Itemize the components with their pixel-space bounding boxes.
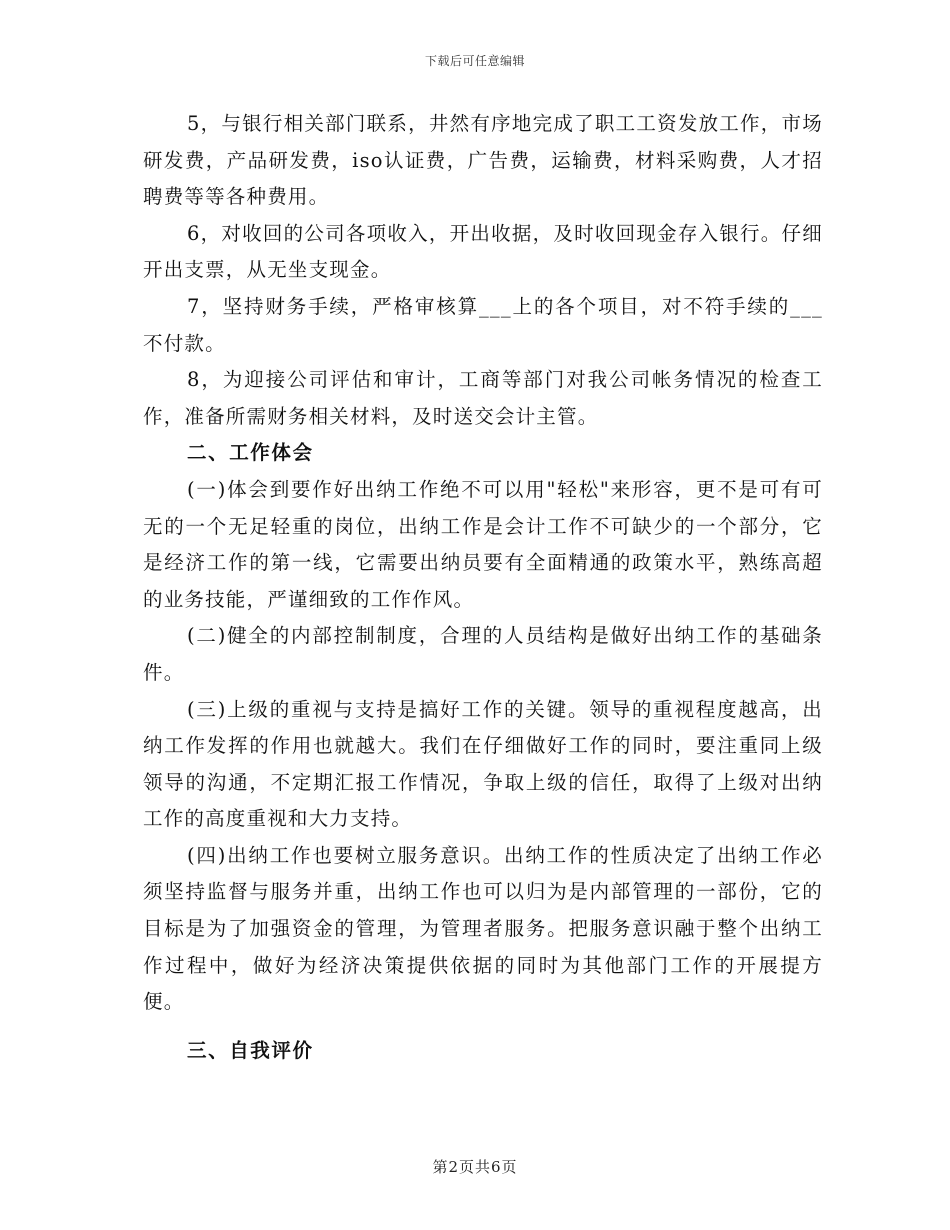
paragraph-item-5: 5，与银行相关部门联系，井然有序地完成了职工工资发放工作，市场研发费，产品研发费，iso认证费，广告费，运输费，材料采购费，人才招聘费等等各种费用。: [143, 112, 823, 209]
section-heading-self-evaluation: 三、自我评价: [187, 1038, 314, 1062]
experience-item-3: (三)上级的重视与支持是搞好工作的关键。领导的重视程度越高，出纳工作发挥的作用也就越大。我们在仔细做好工作的同时，要注重同上级领导的沟通，不定期汇报工作情况，争取上级的信任，取得了上级对出纳工作的高度重视和大力支持。: [143, 697, 823, 831]
page-footer: 第2页共6页: [432, 1158, 518, 1176]
paragraph-item-6: 6，对收回的公司各项收入，开出收据，及时收回现金存入银行。仔细开出支票，从无坐支现金。: [143, 221, 823, 282]
paragraph-item-7: 7，坚持财务手续，严格审核算___上的各个项目，对不符手续的___不付款。: [143, 294, 823, 355]
experience-item-2: (二)健全的内部控制制度，合理的人员结构是做好出纳工作的基础条件。: [143, 624, 823, 684]
page-header: 下载后可任意编辑: [424, 54, 525, 68]
experience-item-4: (四)出纳工作也要树立服务意识。出纳工作的性质决定了出纳工作必须坚持监督与服务并重，出纳工作也可以归为是内部管理的一部份，它的目标是为了加强资金的管理，为管理者服务。把服务意识融于整个出纳工作过程中，做好为经济决策提供依据的同时为其他部门工作的开展提方便。: [143, 843, 823, 1014]
experience-item-1: (一)体会到要作好出纳工作绝不可以用"轻松"来形容，更不是可有可无的一个无足轻重的岗位，出纳工作是会计工作不可缺少的一个部分，它是经济工作的第一线，它需要出纳员要有全面精通的政策水平，熟练高超的业务技能，严谨细致的工作作风。: [143, 477, 823, 611]
paragraph-item-8: 8，为迎接公司评估和审计，工商等部门对我公司帐务情况的检查工作，准备所需财务相关材料，及时送交会计主管。: [143, 368, 823, 428]
document-body: [143, 106, 823, 1069]
section-heading-work-experience: 二、工作体会: [187, 441, 314, 465]
